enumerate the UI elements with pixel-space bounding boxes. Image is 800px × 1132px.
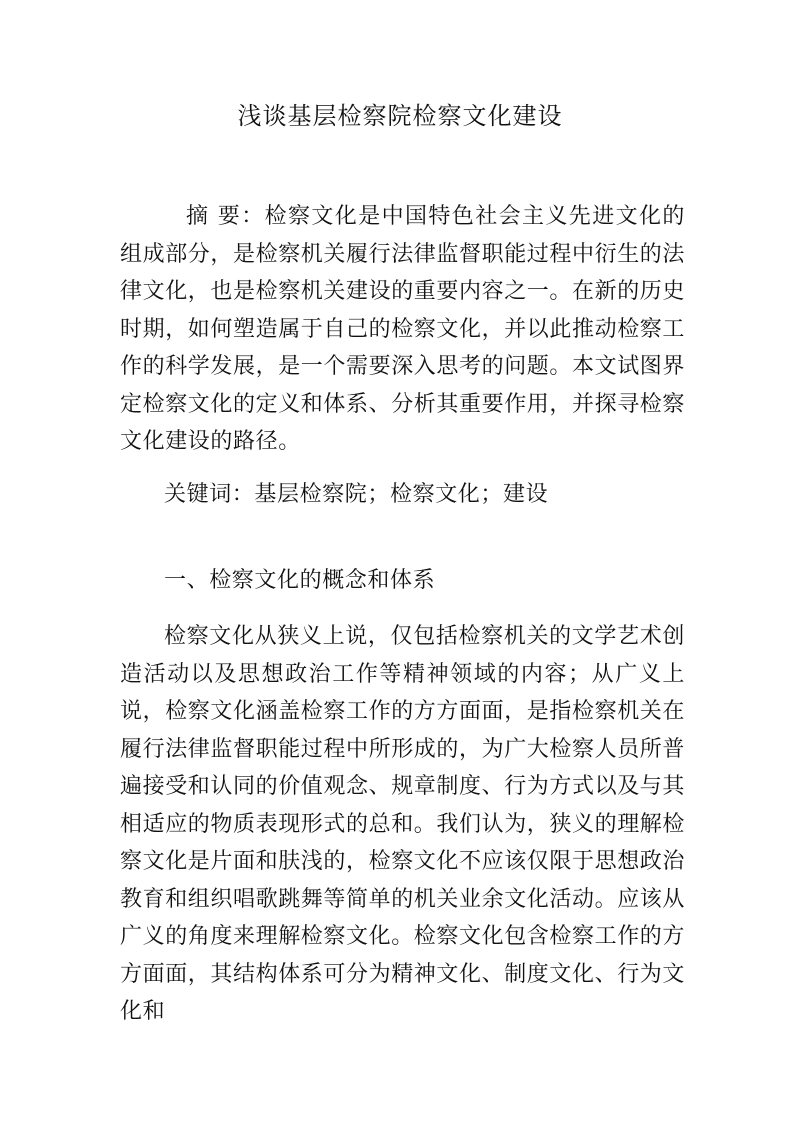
section-heading: 一、检察文化的概念和体系 [164,568,436,593]
abstract-paragraph: 摘 要：检察文化是中国特色社会主义先进文化的组成部分，是检察机关履行法律监督职能过程中衍生的法律文化，也是检察机关建设的重要内容之一。在新的历史时期，如何塑造属于自己的检察文化，并以此推动检察工作的科学发展，是一个需要深入思考的问题。本文试图界定检察文化的定义和体系、分析其重要作用，并探寻检察文化建设的路径。 [120,204,686,454]
document-title: 浅谈基层检察院检察文化建设 [237,102,563,130]
body-paragraph: 检察文化从狭义上说，仅包括检察机关的文学艺术创造活动以及思想政治工作等精神领域的内容；从广义上说，检察文化涵盖检察工作的方方面面，是指检察机关在履行法律监督职能过程中所形成的，为广大检察人员所普遍接受和认同的价值观念、规章制度、行为方式以及与其相适应的物质表现形式的总和。我们认为，狭义的理解检察文化是片面和肤浅的，检察文化不应该仅限于思想政治教育和组织唱歌跳舞等简单的机关业余文化活动。应该从广义的角度来理解检察文化。检察文化包含检察工作的方方面面，其结构体系可分为精神文化、制度文化、行为文化和 [120,624,686,1024]
keywords-line: 关键词：基层检察院；检察文化；建设 [164,482,549,507]
